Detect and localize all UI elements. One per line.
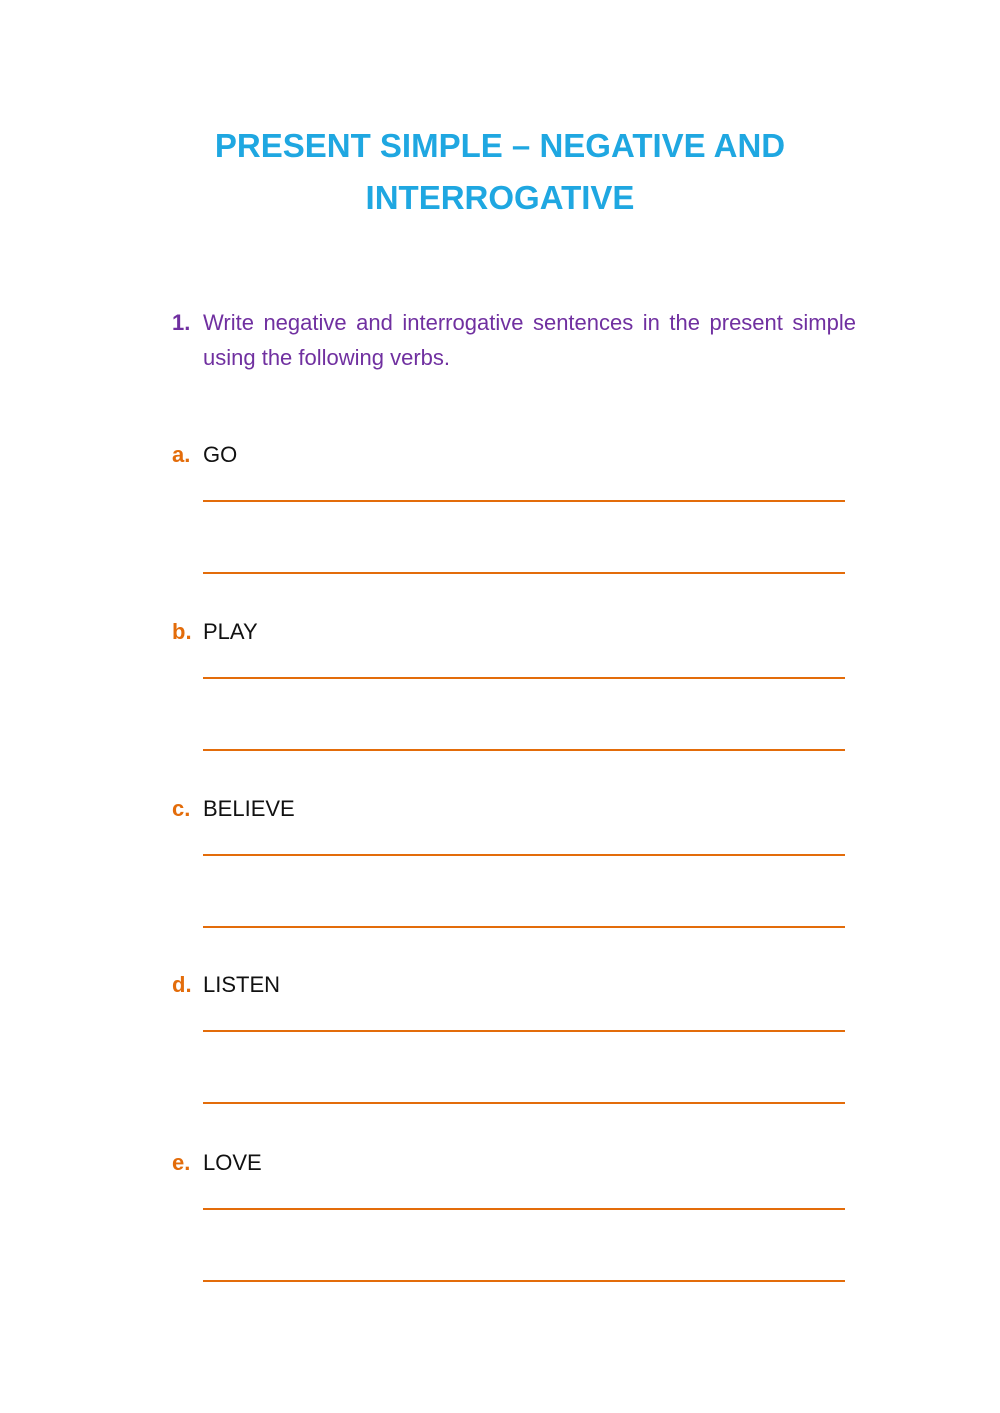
item-verb: GO — [203, 442, 238, 467]
answer-line-interrogative[interactable] — [203, 926, 845, 928]
item-verb: BELIEVE — [203, 796, 295, 821]
page-title-line-1: PRESENT SIMPLE – NEGATIVE AND — [214, 127, 786, 164]
page-title-line-2: INTERROGATIVE — [365, 179, 635, 216]
item-letter: e. — [172, 1150, 191, 1175]
exercise-number: 1. — [172, 310, 191, 335]
exercise-item-d — [172, 971, 852, 1111]
instruction-text: Write negative and interrogative sentences in the present simple using the following verbs. — [203, 310, 856, 370]
exercise-item-e — [172, 1149, 852, 1289]
exercise-instruction — [172, 305, 856, 375]
item-verb: LOVE — [203, 1150, 262, 1175]
page-title — [0, 120, 1000, 224]
answer-line-negative[interactable] — [203, 854, 845, 856]
answer-line-interrogative[interactable] — [203, 749, 845, 751]
exercise-item-c — [172, 795, 852, 935]
answer-line-negative[interactable] — [203, 677, 845, 679]
exercise-item-a — [172, 441, 852, 581]
answer-line-negative[interactable] — [203, 1030, 845, 1032]
item-letter: b. — [172, 619, 192, 644]
answer-line-interrogative[interactable] — [203, 572, 845, 574]
item-verb: PLAY — [203, 619, 258, 644]
item-letter: a. — [172, 442, 191, 467]
item-letter: c. — [172, 796, 191, 821]
answer-line-interrogative[interactable] — [203, 1102, 845, 1104]
answer-line-negative[interactable] — [203, 1208, 845, 1210]
item-letter: d. — [172, 972, 192, 997]
exercise-item-b — [172, 618, 852, 758]
answer-line-negative[interactable] — [203, 500, 845, 502]
answer-line-interrogative[interactable] — [203, 1280, 845, 1282]
item-verb: LISTEN — [203, 972, 281, 997]
